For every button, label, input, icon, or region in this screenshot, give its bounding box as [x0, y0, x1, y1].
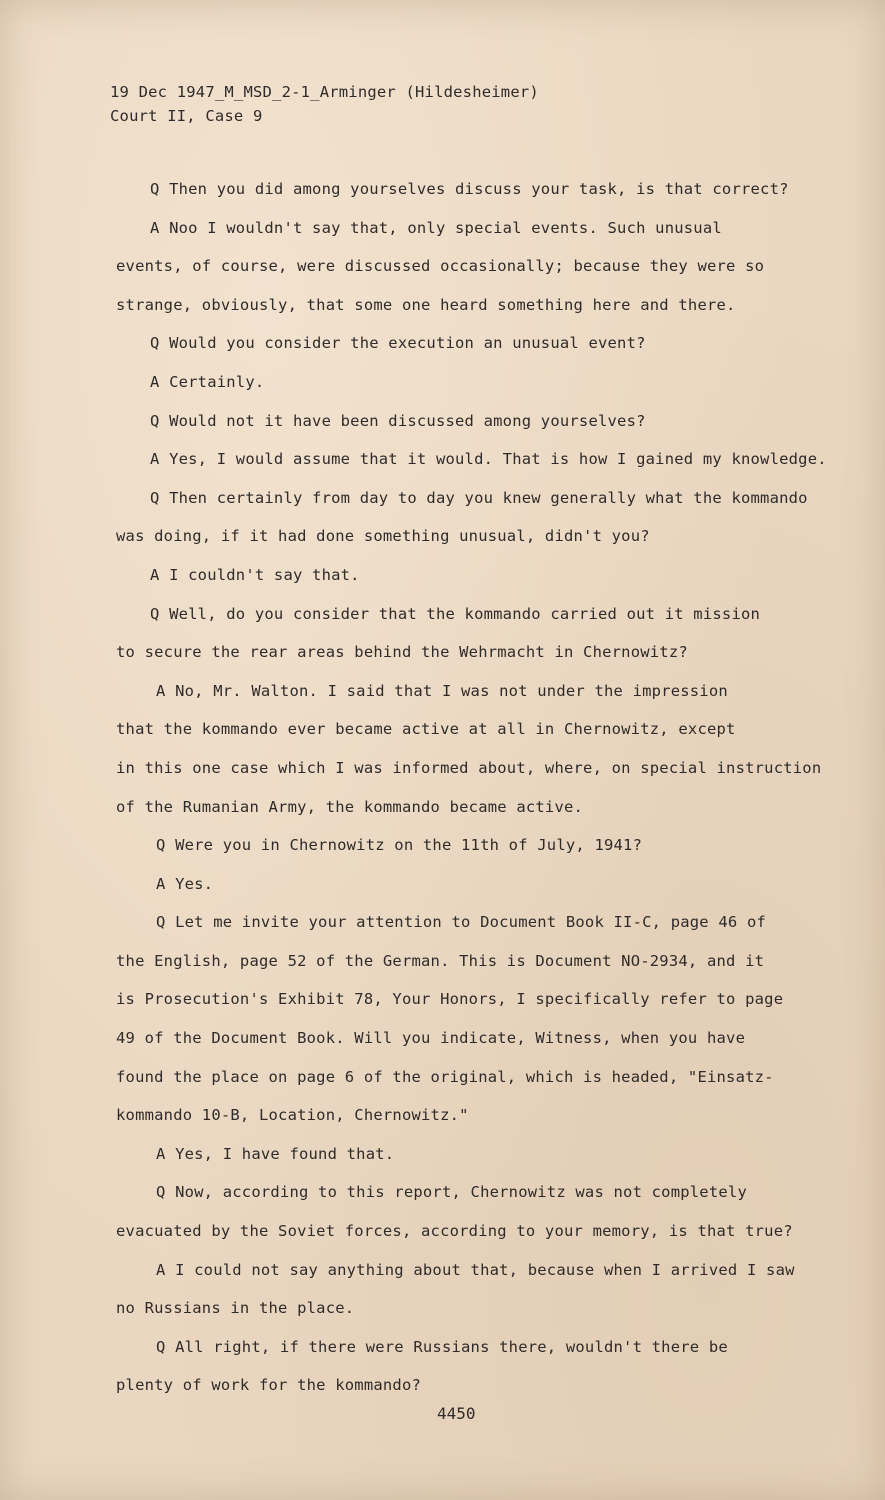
transcript-line: strange, obviously, that some one heard something here and there.: [116, 295, 736, 314]
transcript-line: Q Would you consider the execution an unusual event?: [150, 334, 646, 353]
transcript-body: [116, 170, 846, 1405]
transcript-line: Q Were you in Chernowitz on the 11th of July, 1941?: [156, 836, 643, 855]
transcript-line: A Yes, I would assume that it would. That is how I gained my knowledge.: [150, 450, 827, 469]
transcript-line: Q Then you did among yourselves discuss your task, is that correct?: [150, 180, 789, 198]
transcript-line: the English, page 52 of the German. This is Document NO-2934, and it: [116, 951, 765, 970]
header-court-line: Court II, Case 9: [110, 107, 263, 125]
transcript-line: of the Rumanian Army, the kommando became active.: [116, 797, 584, 816]
transcript-line: that the kommando ever became active at all in Chernowitz, except: [116, 720, 736, 739]
transcript-line: A Yes.: [156, 874, 214, 893]
transcript-line: A Noo I wouldn't say that, only special events. Such unusual: [150, 218, 722, 237]
transcript-line: Q Now, according to this report, Chernowitz was not completely: [156, 1183, 747, 1202]
transcript-line: was doing, if it had done something unusual, didn't you?: [116, 527, 650, 546]
transcript-line: A Certainly.: [150, 372, 265, 391]
transcript-line: kommando 10-B, Location, Chernowitz.": [116, 1106, 469, 1125]
header-date-line: 19 Dec 1947_M_MSD_2-1_Arminger (Hildesheimer): [110, 83, 539, 101]
transcript-line: found the place on page 6 of the original, which is headed, "Einsatz-: [116, 1067, 774, 1086]
transcript-line: to secure the rear areas behind the Wehrmacht in Chernowitz?: [116, 643, 688, 662]
transcript-line: A I couldn't say that.: [150, 565, 360, 584]
transcript-line: plenty of work for the kommando?: [116, 1376, 422, 1395]
transcript-line: events, of course, were discussed occasionally; because they were so: [116, 257, 765, 276]
transcript-line: Q Would not it have been discussed among yourselves?: [150, 411, 646, 430]
transcript-line: A I could not say anything about that, because when I arrived I saw: [156, 1260, 795, 1279]
transcript-line: is Prosecution's Exhibit 78, Your Honors, I specifically refer to page: [116, 990, 784, 1009]
transcript-line: Q Well, do you consider that the kommando carried out it mission: [150, 604, 761, 623]
transcript-line: in this one case which I was informed about, where, on special instruction: [116, 758, 822, 777]
transcript-line: Q Let me invite your attention to Document Book II-C, page 46 of: [156, 913, 767, 932]
transcript-line: 49 of the Document Book. Will you indicate, Witness, when you have: [116, 1029, 746, 1048]
transcript-line: A Yes, I have found that.: [156, 1144, 395, 1163]
transcript-line: evacuated by the Soviet forces, according to your memory, is that true?: [116, 1222, 793, 1241]
transcript-line: A No, Mr. Walton. I said that I was not under the impression: [156, 681, 728, 700]
document-header: [110, 80, 539, 128]
transcript-line: Q Then certainly from day to day you knew generally what the kommando: [150, 488, 808, 507]
transcript-line: Q All right, if there were Russians there, wouldn't there be: [156, 1337, 728, 1356]
page-number: 4450: [437, 1404, 476, 1423]
transcript-line: no Russians in the place.: [116, 1299, 355, 1318]
